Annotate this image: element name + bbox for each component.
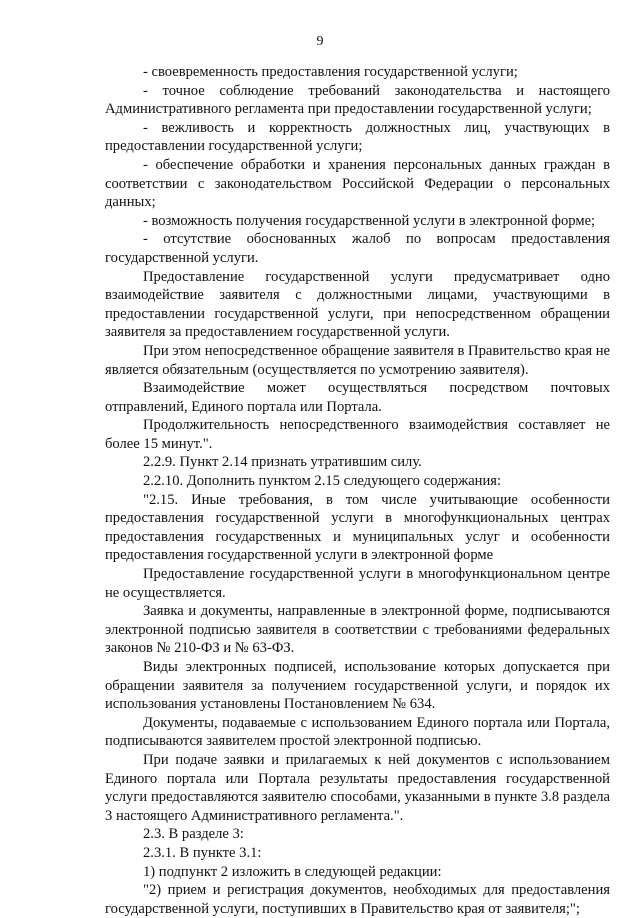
paragraph: Заявка и документы, направленные в электронной форме, подписываются электронной подписью заявителя в соответствии с требованиями федеральных законов № 210-ФЗ и № 63-ФЗ. bbox=[105, 603, 610, 657]
paragraph: - обеспечение обработки и хранения персональных данных граждан в соответствии с законодательством Российской Федерации о персональных данных; bbox=[105, 156, 610, 211]
document-body bbox=[105, 63, 610, 918]
paragraph: Виды электронных подписей, использование которых допускается при обращении заявителя за получением государственной услуги, и порядок их использования установлены Постановлением № 634. bbox=[105, 659, 610, 713]
paragraph: 2.3.1. В пункте 3.1: bbox=[143, 844, 262, 861]
paragraph: - вежливость и корректность должностных лиц, участвующих в предоставлении государственной услуги; bbox=[105, 119, 610, 155]
page-number: 9 bbox=[316, 34, 324, 49]
paragraph: При подаче заявки и прилагаемых к ней документов с использованием Единого портала или Портала результаты предоставления государственной услуги предоставляются заявителю способами, указанными в пункте 3.8 раздела 3 настоящего Административного регламента.". bbox=[105, 751, 610, 824]
paragraph: 2.2.10. Дополнить пунктом 2.15 следующего содержания: bbox=[143, 473, 502, 490]
paragraph: При этом непосредственное обращение заявителя в Правительство края не является обязательным (осуществляется по усмотрению заявителя). bbox=[105, 342, 610, 378]
paragraph: Документы, подаваемые с использованием Единого портала или Портала, подписываются заявителем простой электронной подписью. bbox=[105, 714, 610, 750]
paragraph: - точное соблюдение требований законодательства и настоящего Административного регламента при предоставлении государственной услуги; bbox=[105, 82, 610, 118]
paragraph: Взаимодействие может осуществляться посредством почтовых отправлений, Единого портала или Портала. bbox=[105, 380, 610, 415]
paragraph: Продолжительность непосредственного взаимодействия составляет не более 15 минут.". bbox=[105, 417, 610, 452]
paragraph: 1) подпункт 2 изложить в следующей редакции: bbox=[143, 863, 442, 880]
paragraph: - отсутствие обоснованных жалоб по вопросам предоставления государственной услуги. bbox=[105, 231, 610, 266]
paragraph: 2.2.9. Пункт 2.14 признать утратившим силу. bbox=[143, 454, 422, 471]
paragraph: "2.15. Иные требования, в том числе учитывающие особенности предоставления государственной услуги в многофункциональных центрах предоставления государственных и муниципальных услуг и особенности предоставления государственной услуги в электронной форме bbox=[105, 491, 610, 564]
paragraph: Предоставление государственной услуги в многофункциональном центре не осуществляется. bbox=[105, 566, 610, 601]
paragraph: "2) прием и регистрация документов, необходимых для предоставления государственной услуги, поступивших в Правительство края от заявителя;"; bbox=[105, 882, 610, 917]
paragraph: - своевременность предоставления государственной услуги; bbox=[143, 64, 518, 80]
paragraph: Предоставление государственной услуги предусматривает одно взаимодействие заявителя с должностными лицами, участвующими в предоставлении государственной услуги, при непосредственном обращении заявителя за предоставлением государственной услуги. bbox=[105, 268, 610, 341]
paragraph: - возможность получения государственной услуги в электронной форме; bbox=[143, 212, 596, 229]
paragraph: 2.3. В разделе 3: bbox=[143, 826, 244, 843]
